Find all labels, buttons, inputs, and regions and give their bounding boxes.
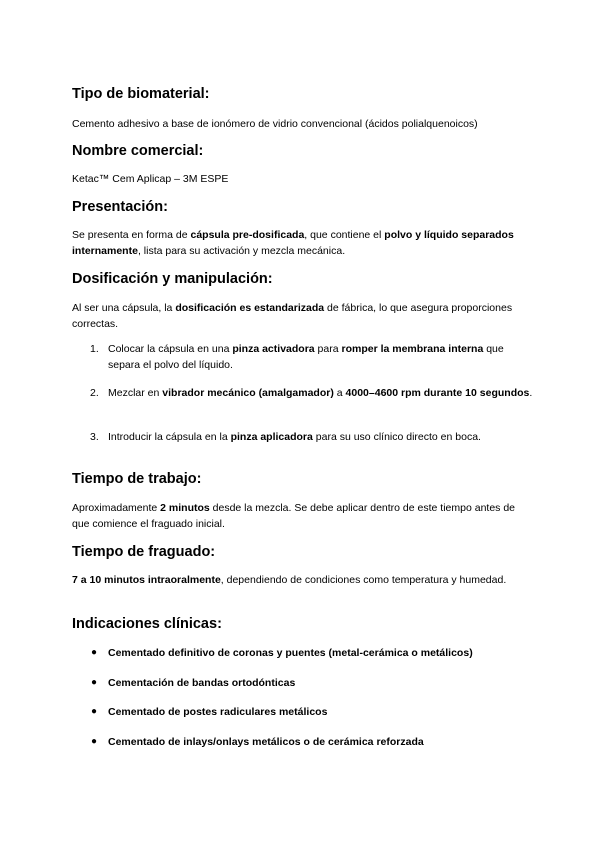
heading-dosificacion: Dosificación y manipulación: <box>72 271 273 287</box>
heading-indicaciones: Indicaciones clínicas: <box>72 616 222 632</box>
heading-tiempo-trabajo: Tiempo de trabajo: <box>72 471 202 487</box>
bullet-icon: ● <box>91 647 98 658</box>
list-item-step-1: Colocar la cápsula en una pinza activadora para romper la membrana interna que separa el polvo del líquido. <box>108 343 504 371</box>
text-presentacion: Se presenta en forma de cápsula pre-dosificada, que contiene el polvo y líquido separados internamente, lista para su activación y mezcla mecánica. <box>72 229 514 257</box>
text-nombre-comercial: Ketac™ Cem Aplicap – 3M ESPE <box>72 173 229 185</box>
bullet-icon: ● <box>91 677 98 688</box>
list-item-indicacion: Cementado de inlays/onlays metálicos o de cerámica reforzada <box>108 736 424 748</box>
bullet-icon: ● <box>91 736 98 747</box>
text-tiempo-trabajo: Aproximadamente 2 minutos desde la mezcla. Se debe aplicar dentro de este tiempo antes de que comience el fraguado inicial. <box>72 502 516 530</box>
heading-nombre-comercial: Nombre comercial: <box>72 143 204 159</box>
heading-presentacion: Presentación: <box>72 199 168 215</box>
list-number: 2. <box>90 387 99 399</box>
list-item-indicacion: Cementado definitivo de coronas y puentes (metal-cerámica o metálicos) <box>108 647 473 659</box>
heading-tiempo-fraguado: Tiempo de fraguado: <box>72 544 216 560</box>
list-item-step-3: Introducir la cápsula en la pinza aplicadora para su uso clínico directo en boca. <box>108 431 481 443</box>
list-item-indicacion: Cementación de bandas ortodónticas <box>108 677 296 689</box>
text-tiempo-fraguado: 7 a 10 minutos intraoralmente, dependiendo de condiciones como temperatura y humedad. <box>72 574 507 586</box>
list-item-step-2: Mezclar en vibrador mecánico (amalgamador) a 4000–4600 rpm durante 10 segundos. <box>108 387 533 399</box>
list-number: 1. <box>90 343 99 355</box>
heading-tipo-biomaterial: Tipo de biomaterial: <box>72 86 210 102</box>
text-dosificacion: Al ser una cápsula, la dosificación es estandarizada de fábrica, lo que asegura proporciones correctas. <box>72 302 513 330</box>
bullet-icon: ● <box>91 706 98 717</box>
text-tipo-biomaterial: Cemento adhesivo a base de ionómero de vidrio convencional (ácidos polialquenoicos) <box>72 118 478 130</box>
list-item-indicacion: Cementado de postes radiculares metálicos <box>108 706 328 718</box>
list-number: 3. <box>90 431 99 443</box>
